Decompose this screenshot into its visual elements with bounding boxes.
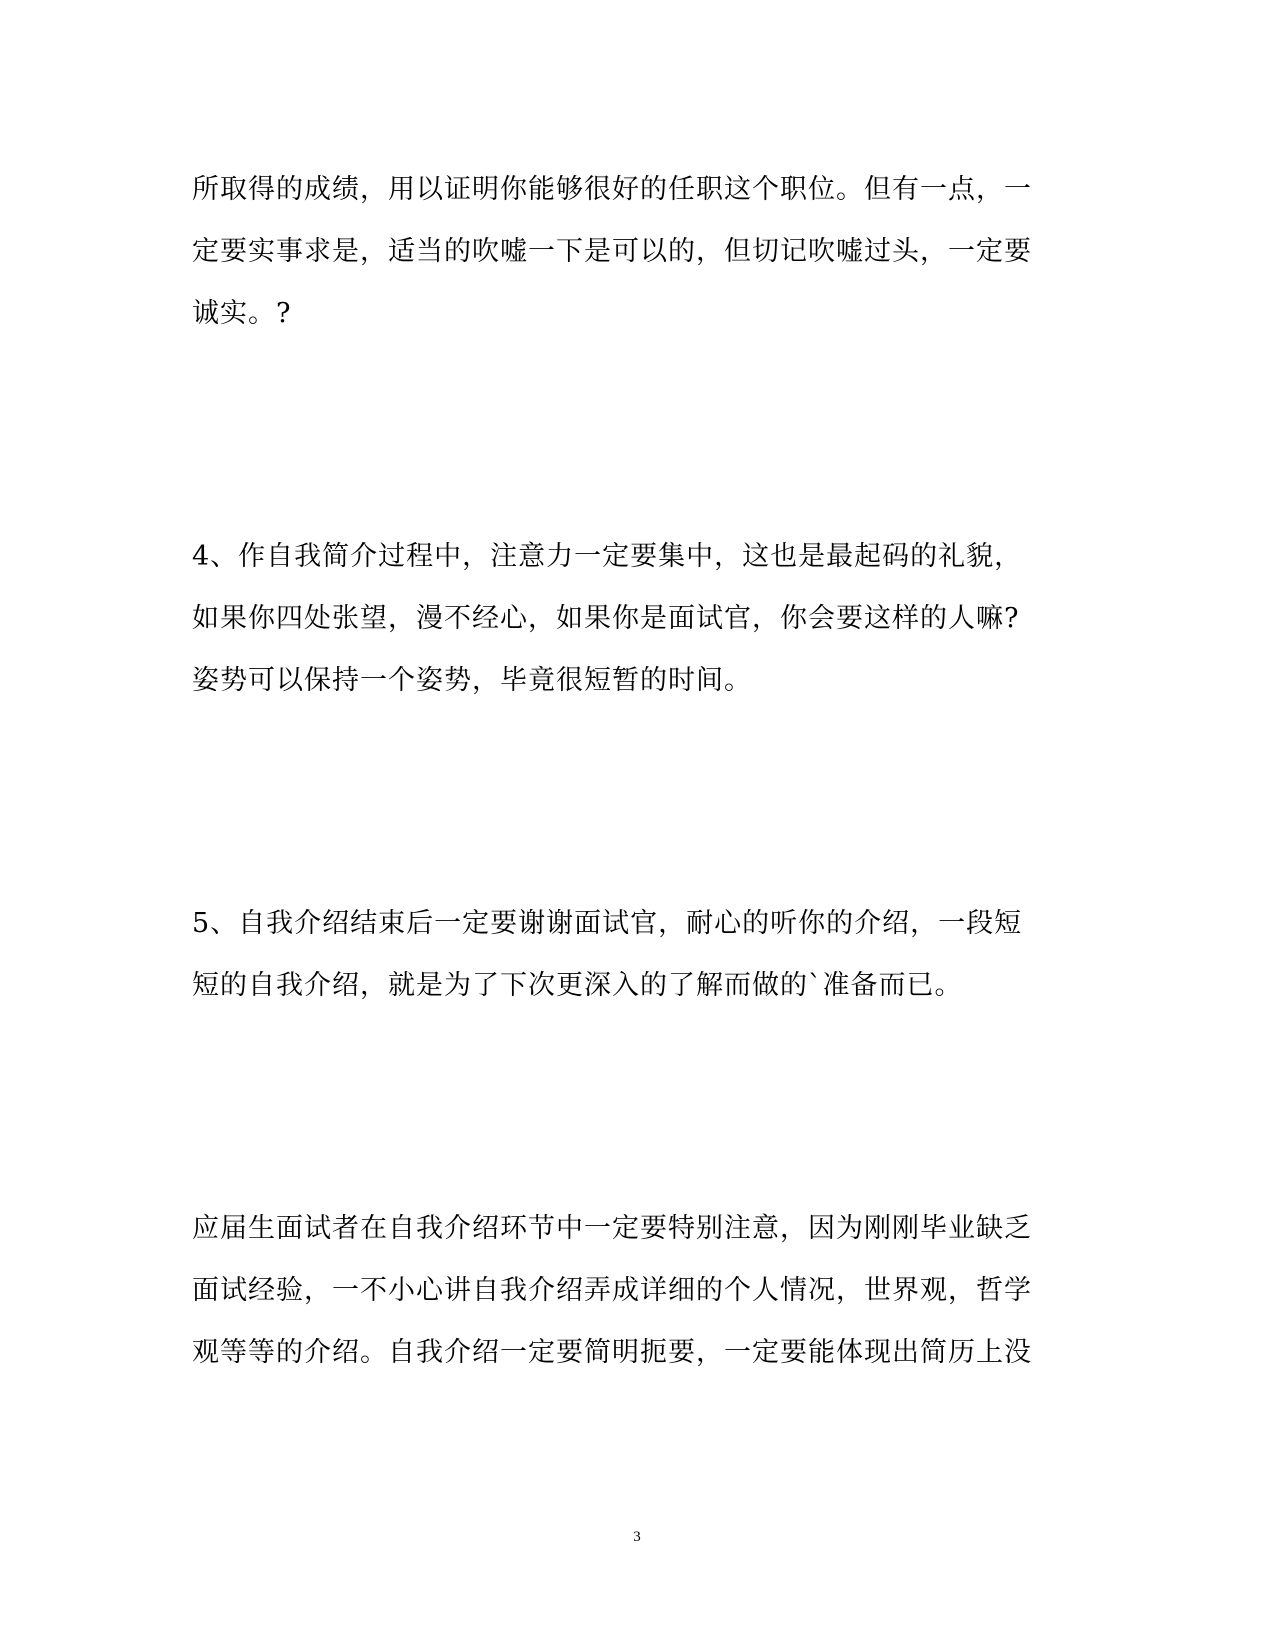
text-line: 4、作自我简介过程中，注意力一定要集中，这也是最起码的礼貌， [192,541,1023,572]
page-number: 3 [633,1529,641,1545]
text-line: 面试经验，一不小心讲自我介绍弄成详细的个人情况，世界观，哲学 [192,1275,1032,1306]
text-line: 应届生面试者在自我介绍环节中一定要特别注意，因为刚刚毕业缺乏 [192,1213,1032,1244]
text-line: 观等等的介绍。自我介绍一定要简明扼要，一定要能体现出简历上没 [192,1337,1032,1368]
text-line: 所取得的成绩，用以证明你能够很好的任职这个职位。但有一点，一 [192,174,1032,205]
text-line: 短的自我介绍，就是为了下次更深入的了解而做的`准备而已。 [192,970,963,1001]
text-line: 诚实。? [192,298,292,329]
text-line: 定要实事求是，适当的吹嘘一下是可以的，但切记吹嘘过头，一定要 [192,236,1032,267]
text-line: 如果你四处张望，漫不经心，如果你是面试官，你会要这样的人嘛? [192,603,1020,634]
text-line: 姿势可以保持一个姿势，毕竟很短暂的时间。 [192,665,752,696]
text-line: 5、自我介绍结束后一定要谢谢面试官，耐心的听你的介绍，一段短 [192,908,1023,939]
